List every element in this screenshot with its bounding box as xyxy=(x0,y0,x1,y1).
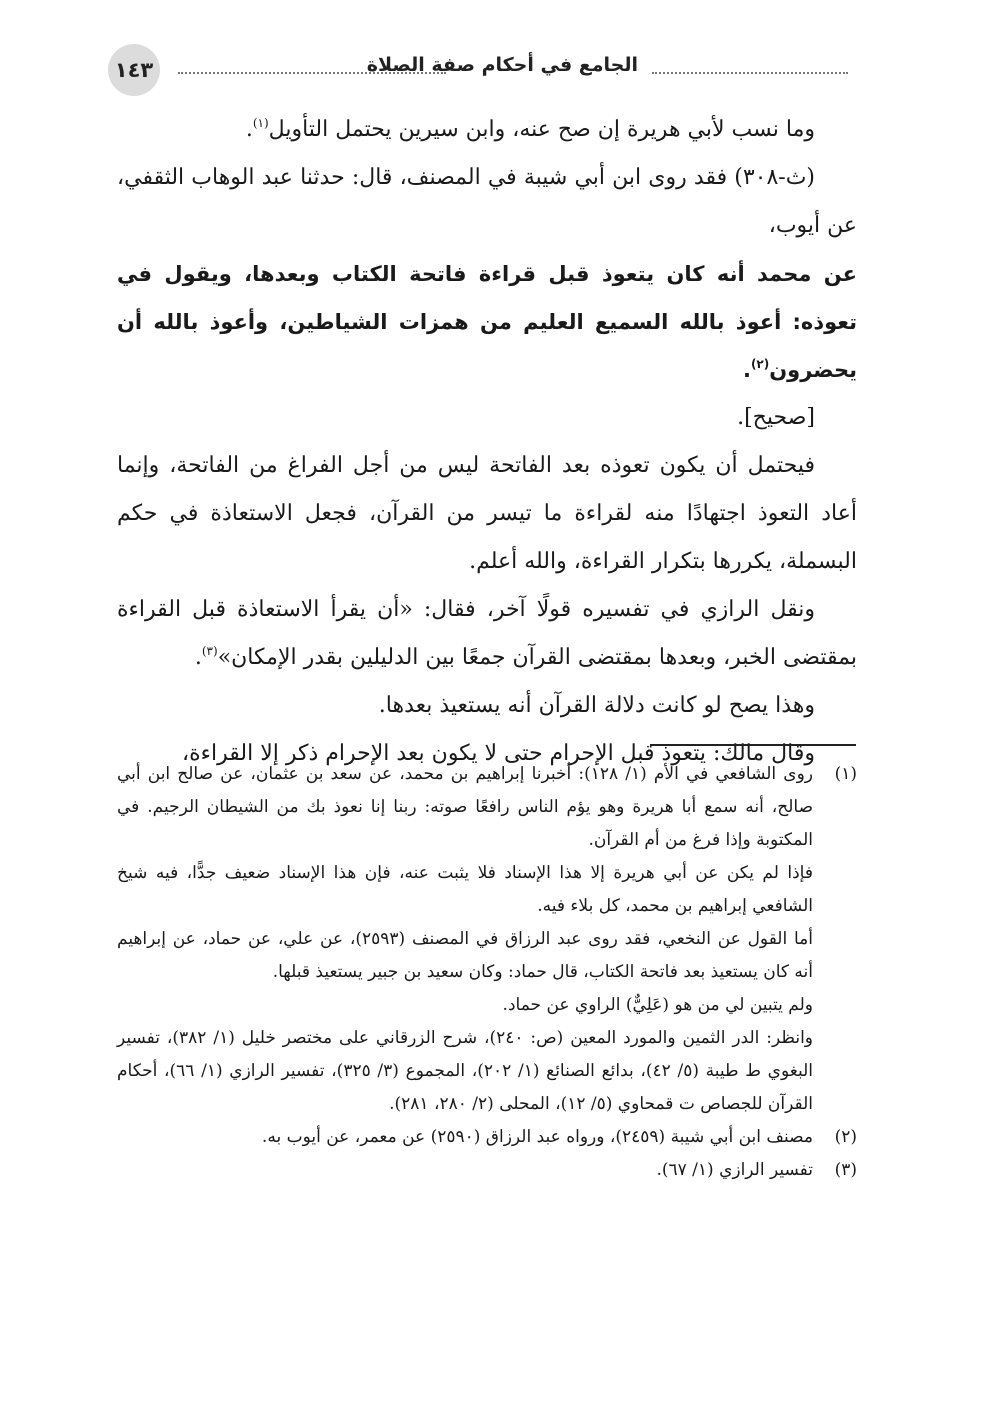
main-text xyxy=(117,106,857,778)
footnote-number: (٣) xyxy=(834,1160,857,1180)
paragraph: وقال مالك: يتعوذ قبل الإحرام حتى لا يكون بعد الإحرام ذكر إلا القراءة، xyxy=(182,741,815,766)
hadith-end: . xyxy=(742,358,751,382)
footnote-1-continued: أما القول عن النخعي، فقد روى عبد الرزاق في المصنف (٢٥٩٣)، عن علي، عن حماد، عن إبراهيم أنه كان يستعيذ بعد فاتحة الكتاب، قال حماد: وكان سعيد بن جبير يستعيذ قبلها. xyxy=(117,929,813,982)
page-header xyxy=(108,44,848,96)
footnote-ref: (٢) xyxy=(750,357,770,371)
grading: [صحيح]. xyxy=(737,405,815,430)
footnotes xyxy=(117,758,857,1187)
header-dotted-line-right xyxy=(652,72,848,74)
footnote-text: مصنف ابن أبي شيبة (٢٤٥٩)، ورواه عبد الرزاق (٢٥٩٠) عن معمر، عن أيوب به. xyxy=(261,1127,813,1147)
paragraph xyxy=(117,586,857,682)
footnote-2 xyxy=(117,1121,857,1154)
hadith-text xyxy=(117,250,857,394)
footnote-text: روى الشافعي في الأم (١/ ١٢٨): أخبرنا إبراهيم بن محمد، عن سعد بن عثمان، عن صالح ابن أبي صالح، أنه سمع أبا هريرة وهو يؤم الناس رافعًا صوته: ربنا إنا نعوذ بك من الشيطان الرجيم. في المكتوبة وإذا فرغ من أم القرآن. xyxy=(117,764,813,850)
paragraph-text: ونقل الرازي في تفسيره قولًا آخر، فقال: «أن يقرأ الاستعاذة قبل القراءة بمقتضى الخبر، وبعدها بمقتضى القرآن جمعًا بين الدليلين بقدر الإمكان» xyxy=(117,597,857,670)
footnote-number: (١) xyxy=(834,764,857,784)
paragraph-end: . xyxy=(245,117,253,142)
footnote-1-continued: وانظر: الدر الثمين والمورد المعين (ص: ٢٤٠)، شرح الزرقاني على مختصر خليل (١/ ٣٨٢)، تفسير البغوي ط طيبة (٥/ ٤٢)، بدائع الصنائع (١/ ٢٠٢)، المجموع (٣/ ٣٢٥)، تفسير الرازي (١/ ٦٦)، أحكام القرآن للجصاص ت قمحاوي (٥/ ١٢)، المحلى (٢/ ٢٨٠، ٢٨١). xyxy=(117,1028,814,1114)
paragraph: (ث-٣٠٨) فقد روى ابن أبي شيبة في المصنف، قال: حدثنا عبد الوهاب الثقفي، عن أيوب، xyxy=(117,165,857,238)
footnote-1-continued: ولم يتبين لي من هو (عَلِيٌّ) الراوي عن حماد. xyxy=(502,995,813,1015)
footnote-1-continued: فإذا لم يكن عن أبي هريرة إلا هذا الإسناد فلا يثبت عنه، فإن هذا الإسناد ضعيف جدًّا، فيه شيخ الشافعي إبراهيم بن محمد، كل بلاء فيه. xyxy=(117,863,813,916)
footnote-separator xyxy=(650,744,856,746)
footnote-text: تفسير الرازي (١/ ٦٧). xyxy=(656,1160,813,1180)
footnote-ref: (٣) xyxy=(201,644,218,658)
paragraph: فيحتمل أن يكون تعوذه بعد الفاتحة ليس من أجل الفراغ من الفاتحة، وإنما أعاد التعوذ اجتهادًا منه لقراءة ما تيسر من القرآن، فجعل الاستعاذة في حكم البسملة، يكررها بتكرار القراءة، والله أعلم. xyxy=(117,453,857,574)
footnote-ref: (١) xyxy=(252,116,269,130)
running-title: الجامع في أحكام صفة الصلاة xyxy=(366,54,638,76)
hadith-body: عن محمد أنه كان يتعوذ قبل قراءة فاتحة الكتاب وبعدها، ويقول في تعوذه: أعوذ بالله السميع العليم من همزات الشياطين، وأعوذ بالله أن يحضرون xyxy=(117,262,857,382)
paragraph-text: وما نسب لأبي هريرة إن صح عنه، وابن سيرين يحتمل التأويل xyxy=(268,117,815,142)
footnote-number: (٢) xyxy=(834,1127,857,1147)
footnote-1 xyxy=(117,758,857,857)
paragraph xyxy=(117,106,857,154)
paragraph-end: . xyxy=(194,645,202,670)
page-number: ١٤٣ xyxy=(108,44,160,96)
paragraph: وهذا يصح لو كانت دلالة القرآن أنه يستعيذ بعدها. xyxy=(378,693,815,718)
footnote-3 xyxy=(117,1154,857,1187)
